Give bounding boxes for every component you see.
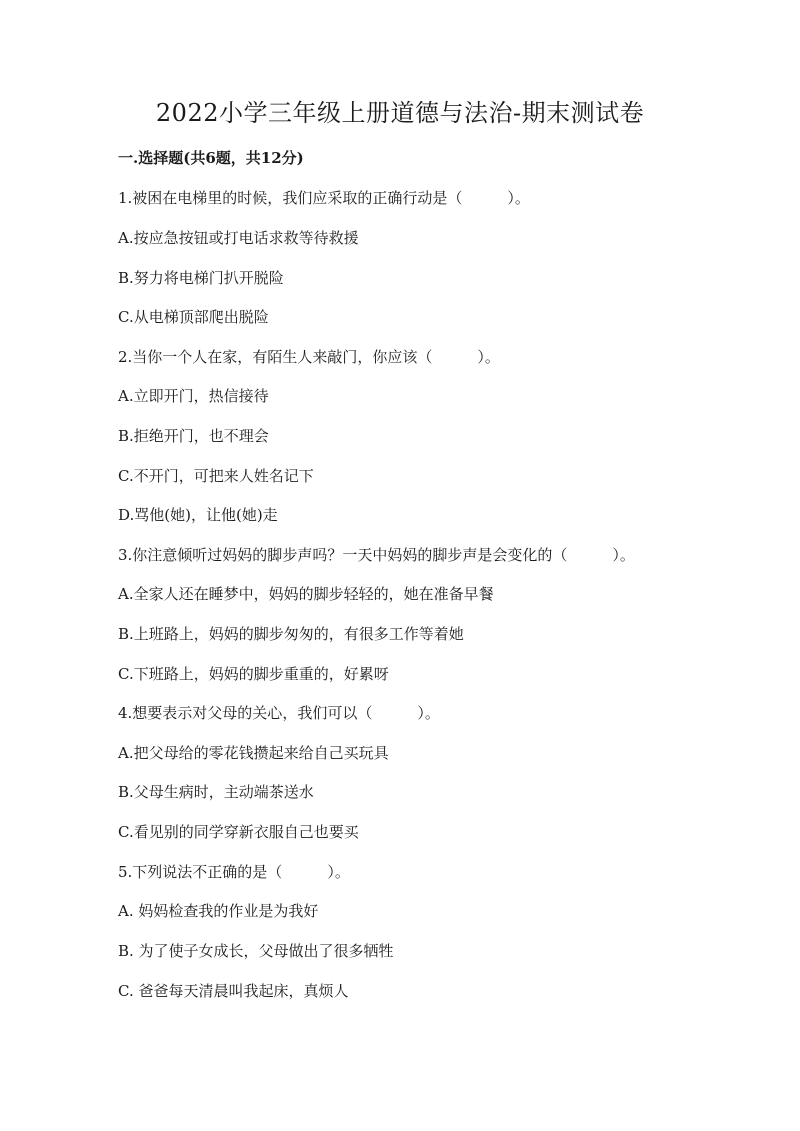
question-2-stem: 2.当你一个人在家，有陌生人来敲门，你应该（ ）。 <box>118 348 500 366</box>
question-5-stem: 5.下列说法不正确的是（ ）。 <box>118 863 350 881</box>
question-4-option-c: C.看见别的同学穿新衣服自己也要买 <box>118 823 359 841</box>
question-5-option-a: A. 妈妈检查我的作业是为我好 <box>118 902 319 920</box>
question-3-option-c: C.下班路上，妈妈的脚步重重的，好累呀 <box>118 665 389 683</box>
question-5-option-b: B. 为了使子女成长，父母做出了很多牺牲 <box>118 942 394 960</box>
question-4-option-a: A.把父母给的零花钱攒起来给自己买玩具 <box>118 744 389 762</box>
question-3-option-a: A.全家人还在睡梦中，妈妈的脚步轻轻的，她在准备早餐 <box>118 585 494 603</box>
section-heading: 一.选择题(共6题，共12分) <box>118 149 304 167</box>
question-1-stem: 1.被困在电梯里的时候，我们应采取的正确行动是（ ）。 <box>118 189 530 207</box>
question-2-option-d: D.骂他(她)，让他(她)走 <box>118 506 278 524</box>
question-1-option-a: A.按应急按钮或打电话求救等待救援 <box>118 229 359 247</box>
question-4-option-b: B.父母生病时，主动端茶送水 <box>118 783 314 801</box>
question-4-stem: 4.想要表示对父母的关心，我们可以（ ）。 <box>118 704 440 722</box>
question-1-option-b: B.努力将电梯门扒开脱险 <box>118 269 284 287</box>
question-3-option-b: B.上班路上，妈妈的脚步匆匆的，有很多工作等着她 <box>118 625 464 643</box>
question-2-option-c: C.不开门，可把来人姓名记下 <box>118 467 314 485</box>
question-5-option-c: C. 爸爸每天清晨叫我起床，真烦人 <box>118 982 349 1000</box>
exam-title: 2022小学三年级上册道德与法治-期末测试卷 <box>155 99 645 127</box>
question-2-option-a: A.立即开门，热信接待 <box>118 387 269 405</box>
question-2-option-b: B.拒绝开门，也不理会 <box>118 427 269 445</box>
question-3-stem: 3.你注意倾听过妈妈的脚步声吗？一天中妈妈的脚步声是会变化的（ ）。 <box>118 546 635 564</box>
question-1-option-c: C.从电梯顶部爬出脱险 <box>118 308 269 326</box>
